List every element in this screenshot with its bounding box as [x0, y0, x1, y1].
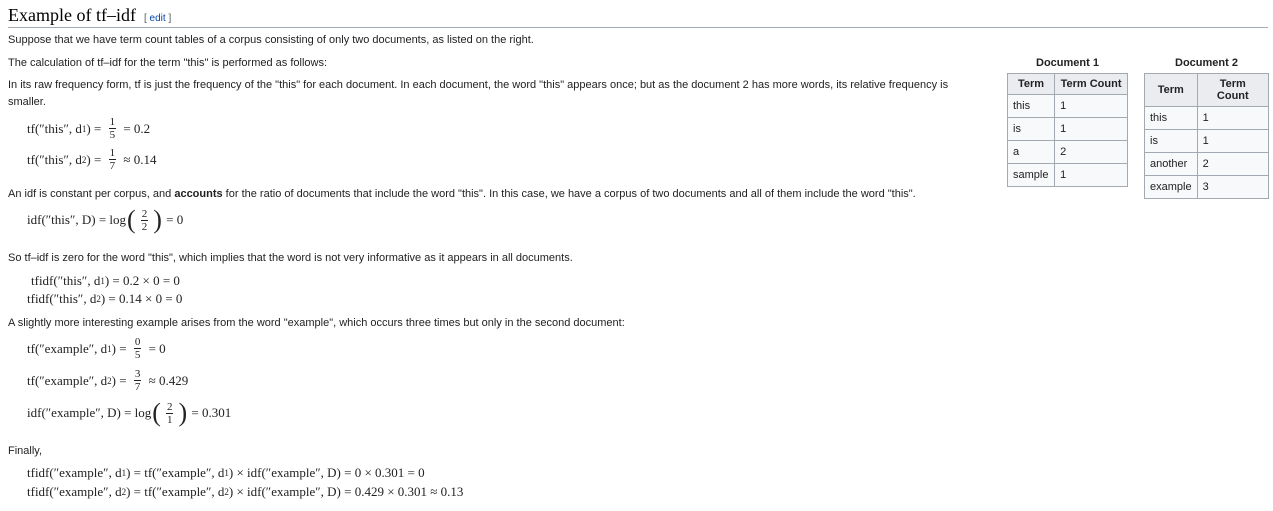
formula-idf-example	[27, 400, 231, 426]
fraction-denominator: 1	[166, 413, 173, 426]
section-title: Example of tf–idf	[8, 5, 136, 25]
count-cell: 2	[1197, 153, 1268, 176]
formula-subscript: 1	[81, 123, 87, 134]
formula-text: ) × idf(″example″, D) = 0 × 0.301 = 0	[228, 465, 425, 480]
formula-text: tf(″example″, d	[27, 340, 108, 356]
paren-open: (	[152, 398, 161, 427]
term-cell: sample	[1008, 164, 1055, 187]
count-cell: 1	[1197, 107, 1268, 130]
table-header-row	[1008, 74, 1128, 95]
formula-tfidf-example-d1	[27, 465, 425, 481]
fraction-numerator: 3	[134, 368, 141, 380]
formula-text: ≈ 0.429	[145, 372, 189, 388]
term-count-table	[1007, 73, 1128, 187]
formula-text: ) = 0.14 × 0 = 0	[100, 291, 183, 306]
zero-paragraph: So tf–idf is zero for the word "this", which implies that the word is not very informative as it appears in all documents.	[8, 252, 573, 264]
paren-open: (	[127, 205, 136, 234]
table-row	[1145, 107, 1269, 130]
term-count-table	[1144, 73, 1269, 199]
document-1-table	[1007, 57, 1128, 187]
accounts-link[interactable]: accounts	[174, 188, 223, 200]
fraction-denominator: 5	[109, 129, 116, 141]
fraction-denominator: 7	[134, 381, 141, 393]
formula-tfidf-example-d2	[27, 484, 463, 500]
formula-text: tf(″example″, d	[27, 372, 108, 388]
edit-bracket-close: ]	[168, 13, 172, 24]
fraction-denominator: 5	[134, 349, 141, 361]
count-cell: 3	[1197, 176, 1268, 199]
fraction-numerator: 1	[109, 147, 116, 159]
fraction-numerator: 1	[109, 116, 116, 128]
count-cell: 1	[1197, 130, 1268, 153]
formula-text: ) = 0.2 × 0 = 0	[104, 273, 180, 288]
fraction	[134, 336, 142, 361]
paren-close: )	[153, 205, 162, 234]
table-row	[1008, 95, 1128, 118]
section-heading	[8, 5, 1268, 28]
formula-text: tfidf(″example″, d	[27, 484, 122, 499]
formula-text: ) = tf(″example″, d	[126, 484, 225, 499]
idf-paragraph	[8, 186, 916, 203]
formula-text: ) =	[111, 372, 130, 388]
example-paragraph: A slightly more interesting example arises from the word "example", which occurs three times but only in the second document:	[8, 317, 625, 329]
formula-text: tfidf(″this″, d	[31, 273, 101, 288]
calc-paragraph: The calculation of tf–idf for the term "this" is performed as follows:	[8, 57, 327, 69]
formula-tf-example-d1	[27, 336, 166, 361]
idf-text: An idf is constant per corpus, and	[8, 188, 175, 200]
formula-subscript: 1	[224, 468, 229, 478]
table-header-row	[1145, 74, 1269, 107]
paren-close: )	[178, 398, 188, 427]
formula-text: ) =	[86, 151, 105, 167]
count-cell: 1	[1055, 95, 1128, 118]
idf-text: for the ratio of documents that include the word "this". In this case, we have a corpus of two documents and all of them include the word "this".	[222, 188, 916, 200]
term-cell: example	[1145, 176, 1198, 199]
column-header-term-count: Term Count	[1197, 74, 1268, 107]
intro-paragraph: Suppose that we have term count tables of a corpus consisting of only two documents, as listed on the right.	[8, 34, 534, 46]
fraction	[141, 208, 149, 233]
formula-tf-this-d2	[27, 147, 156, 172]
formula-subscript: 2	[81, 154, 87, 165]
column-header-term: Term	[1008, 74, 1055, 95]
formula-text: ≈ 0.14	[120, 151, 157, 167]
formula-text: tf(″this″, d	[27, 151, 82, 167]
formula-text: idf(″this″, D) = log	[27, 212, 127, 227]
fraction-numerator: 2	[166, 400, 173, 413]
formula-subscript: 2	[224, 487, 229, 497]
formula-idf-this	[27, 207, 183, 233]
formula-text: = 0.2	[120, 120, 151, 136]
table-row	[1008, 141, 1128, 164]
table-row	[1145, 176, 1269, 199]
formula-subscript: 2	[96, 294, 101, 304]
table-caption: Document 2	[1175, 57, 1238, 69]
column-header-term: Term	[1145, 74, 1198, 107]
count-cell: 1	[1055, 118, 1128, 141]
formula-text: = 0	[145, 340, 166, 356]
formula-tf-example-d2	[27, 368, 188, 393]
document-2-table	[1144, 57, 1269, 199]
fraction-numerator: 2	[141, 207, 148, 220]
term-cell: is	[1008, 118, 1055, 141]
term-cell: another	[1145, 153, 1198, 176]
table-row	[1145, 153, 1269, 176]
formula-text: ) = tf(″example″, d	[126, 465, 225, 480]
formula-subscript: 1	[100, 276, 105, 286]
formula-text: = 0.301	[188, 405, 232, 420]
fraction	[134, 368, 142, 393]
fraction-numerator: 0	[134, 336, 141, 348]
raw-frequency-paragraph: In its raw frequency form, tf is just the frequency of the "this" for each document. In each document, the word "this" appears once; but as the document 2 has more words, its relative frequency is smaller.	[8, 79, 949, 108]
formula-subscript: 2	[121, 487, 127, 497]
fraction	[166, 401, 174, 426]
formula-tfidf-this-d2	[27, 291, 182, 307]
edit-link[interactable]: edit	[149, 13, 166, 24]
formula-text: tf(″this″, d	[27, 120, 82, 136]
table-row	[1008, 118, 1128, 141]
fraction	[109, 147, 117, 172]
edit-section	[144, 13, 171, 24]
formula-text: idf(″example″, D) = log	[27, 405, 152, 420]
formula-text: tfidf(″this″, d	[27, 291, 97, 306]
formula-subscript: 2	[107, 375, 112, 386]
term-cell: is	[1145, 130, 1198, 153]
formula-subscript: 1	[121, 468, 127, 478]
formula-text: = 0	[162, 212, 184, 227]
count-cell: 2	[1055, 141, 1128, 164]
table-row	[1145, 130, 1269, 153]
fraction	[109, 116, 117, 141]
fraction-denominator: 2	[141, 220, 148, 233]
formula-text: ) × idf(″example″, D) = 0.429 × 0.301 ≈ 0.13	[228, 484, 464, 499]
term-cell: a	[1008, 141, 1055, 164]
formula-tfidf-this-d1	[31, 273, 180, 289]
formula-text: ) =	[111, 340, 130, 356]
finally-paragraph: Finally,	[8, 445, 43, 457]
table-caption: Document 1	[1036, 57, 1099, 69]
table-row	[1008, 164, 1128, 187]
formula-text: tfidf(″example″, d	[27, 465, 122, 480]
formula-tf-this-d1	[27, 116, 150, 141]
term-cell: this	[1008, 95, 1055, 118]
formula-subscript: 1	[107, 343, 112, 354]
term-cell: this	[1145, 107, 1198, 130]
column-header-term-count: Term Count	[1055, 74, 1128, 95]
fraction-denominator: 7	[109, 160, 116, 172]
edit-bracket-open: [	[143, 13, 147, 24]
count-cell: 1	[1055, 164, 1128, 187]
formula-text: ) =	[86, 120, 105, 136]
